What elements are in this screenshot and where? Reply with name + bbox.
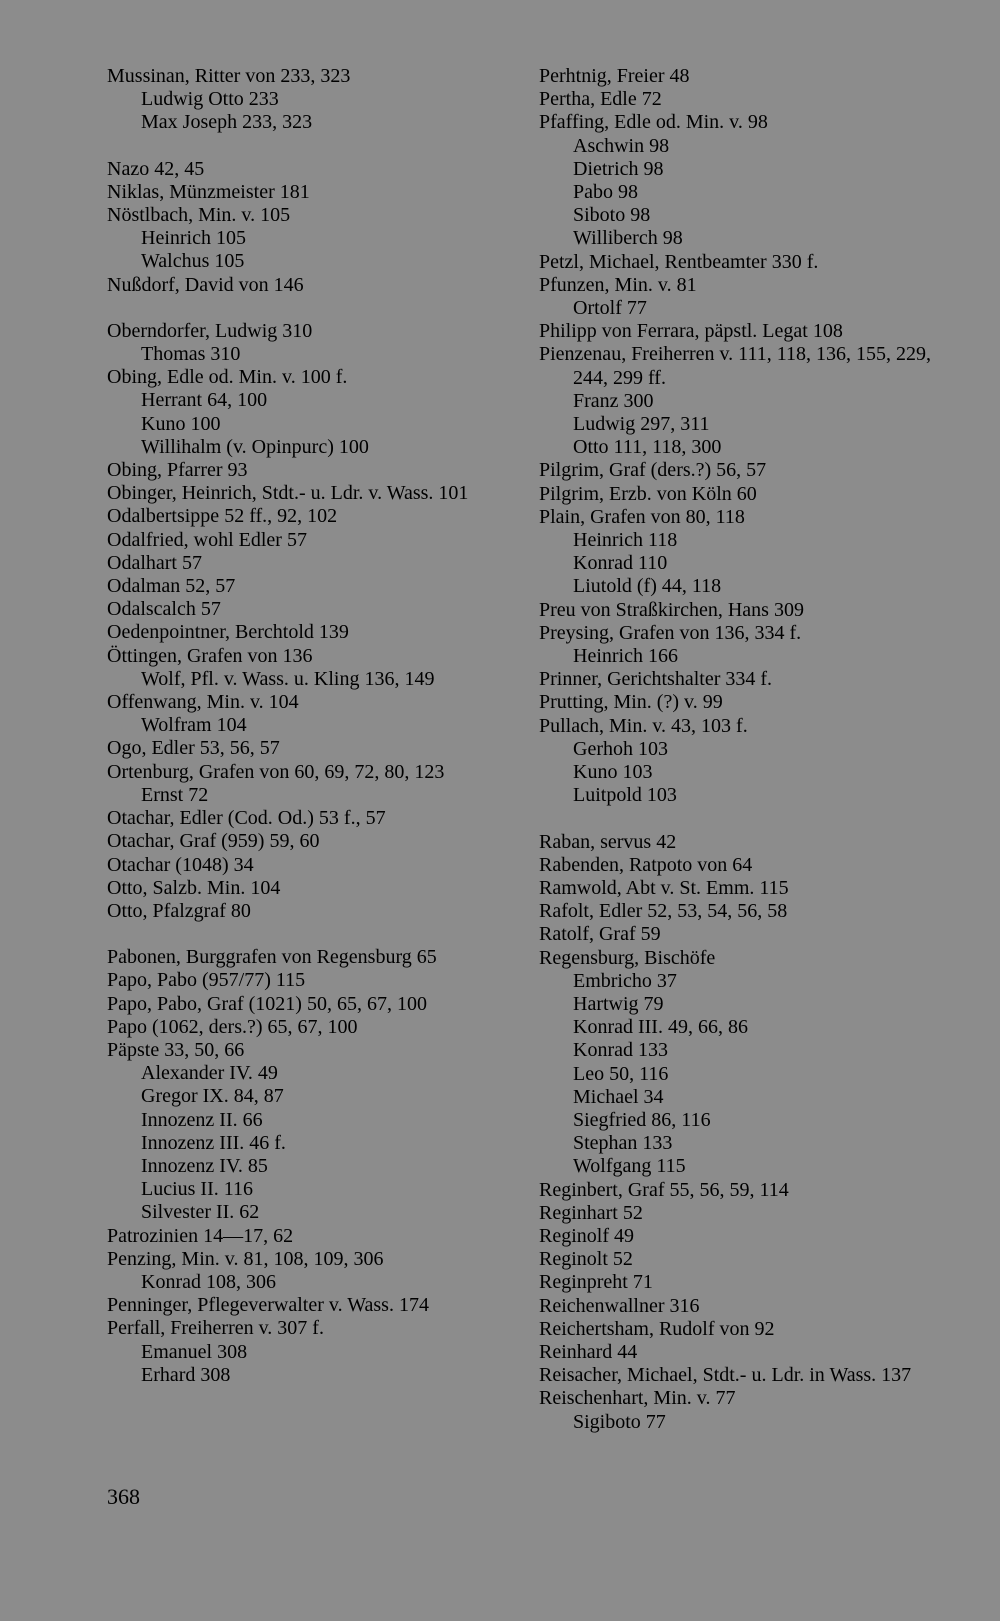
index-entry: Pullach, Min. v. 43, 103 f. <box>539 714 748 737</box>
index-entry: Reischenhart, Min. v. 77 <box>539 1387 736 1410</box>
index-entry: Odalscalch 57 <box>107 598 221 621</box>
index-subentry: Siegfried 86, 116 <box>573 1108 711 1131</box>
index-subentry: Innozenz III. 46 f. <box>141 1131 286 1154</box>
index-subentry: Heinrich 166 <box>573 645 678 668</box>
index-entry: Niklas, Münzmeister 181 <box>107 180 310 203</box>
index-entry: Reisacher, Michael, Stdt.- u. Ldr. in Wass. 137 <box>539 1364 912 1387</box>
index-subentry: Wolf, Pfl. v. Wass. u. Kling 136, 149 <box>141 667 435 690</box>
section-gap <box>539 808 949 831</box>
index-subentry: Kuno 100 <box>141 412 221 435</box>
index-entry: Perhtnig, Freier 48 <box>539 65 690 87</box>
index-entry: Petzl, Michael, Rentbeamter 330 f. <box>539 250 819 273</box>
index-subentry: Ortolf 77 <box>573 297 647 320</box>
index-entry: Pfaffing, Edle od. Min. v. 98 <box>539 111 768 134</box>
index-entry: Papo, Pabo, Graf (1021) 50, 65, 67, 100 <box>107 992 427 1015</box>
page-number: 368 <box>107 1484 140 1509</box>
index-entry: Otachar, Graf (959) 59, 60 <box>107 830 320 853</box>
index-entry: Reichenwallner 316 <box>539 1294 700 1317</box>
index-entry: Ratolf, Graf 59 <box>539 923 661 946</box>
index-subentry: Michael 34 <box>573 1085 664 1108</box>
index-entry: Reginbert, Graf 55, 56, 59, 114 <box>539 1178 789 1201</box>
index-entry: Patrozinien 14—17, 62 <box>107 1224 294 1247</box>
index-entry: Penninger, Pflegeverwalter v. Wass. 174 <box>107 1294 429 1317</box>
index-subentry: Wolfram 104 <box>141 714 247 737</box>
index-entry: Odalman 52, 57 <box>107 575 236 598</box>
index-entry: Pfunzen, Min. v. 81 <box>539 273 697 296</box>
index-entry: Offenwang, Min. v. 104 <box>107 691 299 714</box>
index-entry: Ramwold, Abt v. St. Emm. 115 <box>539 876 789 899</box>
section-gap <box>107 297 507 320</box>
index-subentry: Herrant 64, 100 <box>141 389 268 412</box>
index-subentry: Thomas 310 <box>141 343 241 366</box>
index-entry: Pienzenau, Freiherren v. 111, 118, 136, 155, 229, 244, 299 ff. <box>539 343 931 389</box>
index-entry: Papo, Pabo (957/77) 115 <box>107 969 306 992</box>
index-entry: Preysing, Grafen von 136, 334 f. <box>539 621 802 644</box>
index-entry: Otachar, Edler (Cod. Od.) 53 f., 57 <box>107 807 386 830</box>
index-entry: Reginolt 52 <box>539 1248 633 1271</box>
index-entry: Reichertsham, Rudolf von 92 <box>539 1317 775 1340</box>
index-subentry: Stephan 133 <box>573 1132 673 1155</box>
index-entry: Odalhart 57 <box>107 551 202 574</box>
index-entry: Oedenpointner, Berchtold 139 <box>107 621 349 644</box>
index-entry: Raban, servus 42 <box>539 830 677 853</box>
index-entry: Odalbertsippe 52 ff., 92, 102 <box>107 505 338 528</box>
index-subentry: Gerhoh 103 <box>573 737 668 760</box>
index-entry: Plain, Grafen von 80, 118 <box>539 505 745 528</box>
index-entry: Pertha, Edle 72 <box>539 88 662 111</box>
index-subentry: Leo 50, 116 <box>573 1062 669 1085</box>
index-subentry: Embricho 37 <box>573 969 677 992</box>
index-subentry: Pabo 98 <box>573 181 638 204</box>
index-subentry: Ludwig 297, 311 <box>573 413 710 436</box>
index-entry: Pilgrim, Erzb. von Köln 60 <box>539 482 757 505</box>
index-subentry: Kuno 103 <box>573 761 653 784</box>
index-entry: Obinger, Heinrich, Stdt.- u. Ldr. v. Wass. 101 <box>107 482 469 505</box>
index-entry: Papo (1062, ders.?) 65, 67, 100 <box>107 1015 358 1038</box>
index-entry: Preu von Straßkirchen, Hans 309 <box>539 598 804 621</box>
index-entry: Pabonen, Burggrafen von Regensburg 65 <box>107 946 437 969</box>
index-subentry: Liutold (f) 44, 118 <box>573 575 722 598</box>
index-subentry: Ludwig Otto 233 <box>141 88 279 111</box>
index-entry: Odalfried, wohl Edler 57 <box>107 528 307 551</box>
index-subentry: Sigiboto 77 <box>573 1410 666 1433</box>
index-entry: Nußdorf, David von 146 <box>107 273 304 296</box>
index-entry: Philipp von Ferrara, päpstl. Legat 108 <box>539 320 843 343</box>
index-entry: Reinhard 44 <box>539 1340 638 1363</box>
index-entry: Päpste 33, 50, 66 <box>107 1038 245 1061</box>
index-entry: Otachar (1048) 34 <box>107 853 254 876</box>
index-subentry: Max Joseph 233, 323 <box>141 111 313 134</box>
index-entry: Ortenburg, Grafen von 60, 69, 72, 80, 123 <box>107 760 445 783</box>
index-entry: Rafolt, Edler 52, 53, 54, 56, 58 <box>539 900 788 923</box>
index-subentry: Konrad 108, 306 <box>141 1270 276 1293</box>
index-subentry: Walchus 105 <box>141 250 245 273</box>
index-subentry: Luitpold 103 <box>573 784 677 807</box>
index-subentry: Willihalm (v. Opinpurc) 100 <box>141 435 369 458</box>
index-entry: Reginhart 52 <box>539 1201 643 1224</box>
index-subentry: Heinrich 118 <box>573 529 678 552</box>
index-entry: Ogo, Edler 53, 56, 57 <box>107 737 280 760</box>
index-column-right <box>539 65 949 1434</box>
index-subentry: Otto 111, 118, 300 <box>573 436 722 459</box>
index-subentry: Emanuel 308 <box>141 1340 248 1363</box>
index-entry: Regensburg, Bischöfe <box>539 946 716 969</box>
index-subentry: Alexander IV. 49 <box>141 1062 278 1085</box>
index-subentry: Innozenz II. 66 <box>141 1108 263 1131</box>
index-column-left <box>107 65 507 1387</box>
index-subentry: Hartwig 79 <box>573 992 664 1015</box>
index-entry: Nöstlbach, Min. v. 105 <box>107 204 291 227</box>
index-subentry: Silvester II. 62 <box>141 1201 260 1224</box>
index-entry: Otto, Pfalzgraf 80 <box>107 899 251 922</box>
index-entry: Mussinan, Ritter von 233, 323 <box>107 65 351 87</box>
index-entry: Obing, Pfarrer 93 <box>107 459 248 482</box>
section-gap <box>107 135 507 158</box>
index-entry: Oberndorfer, Ludwig 310 <box>107 319 313 342</box>
index-subentry: Konrad 133 <box>573 1039 668 1062</box>
index-entry: Öttingen, Grafen von 136 <box>107 644 313 667</box>
index-subentry: Innozenz IV. 85 <box>141 1154 268 1177</box>
index-entry: Perfall, Freiherren v. 307 f. <box>107 1317 324 1340</box>
section-gap <box>107 923 507 946</box>
index-subentry: Siboto 98 <box>573 204 651 227</box>
index-subentry: Dietrich 98 <box>573 157 664 180</box>
index-subentry: Heinrich 105 <box>141 227 246 250</box>
index-entry: Nazo 42, 45 <box>107 157 205 180</box>
index-subentry: Ernst 72 <box>141 783 209 806</box>
index-entry: Obing, Edle od. Min. v. 100 f. <box>107 366 348 389</box>
index-subentry: Lucius II. 116 <box>141 1178 254 1201</box>
index-subentry: Konrad 110 <box>573 552 668 575</box>
index-entry: Prinner, Gerichtshalter 334 f. <box>539 668 773 691</box>
index-entry: Otto, Salzb. Min. 104 <box>107 876 281 899</box>
index-subentry: Franz 300 <box>573 389 654 412</box>
index-subentry: Erhard 308 <box>141 1363 231 1386</box>
index-entry: Prutting, Min. (?) v. 99 <box>539 691 723 714</box>
index-entry: Rabenden, Ratpoto von 64 <box>539 853 753 876</box>
index-subentry: Gregor IX. 84, 87 <box>141 1085 284 1108</box>
index-subentry: Aschwin 98 <box>573 134 670 157</box>
index-subentry: Williberch 98 <box>573 227 683 250</box>
index-entry: Reginpreht 71 <box>539 1271 653 1294</box>
index-entry: Reginolf 49 <box>539 1224 634 1247</box>
index-subentry: Wolfgang 115 <box>573 1155 686 1178</box>
index-entry: Pilgrim, Graf (ders.?) 56, 57 <box>539 459 767 482</box>
index-entry: Penzing, Min. v. 81, 108, 109, 306 <box>107 1247 384 1270</box>
index-subentry: Konrad III. 49, 66, 86 <box>573 1016 748 1039</box>
